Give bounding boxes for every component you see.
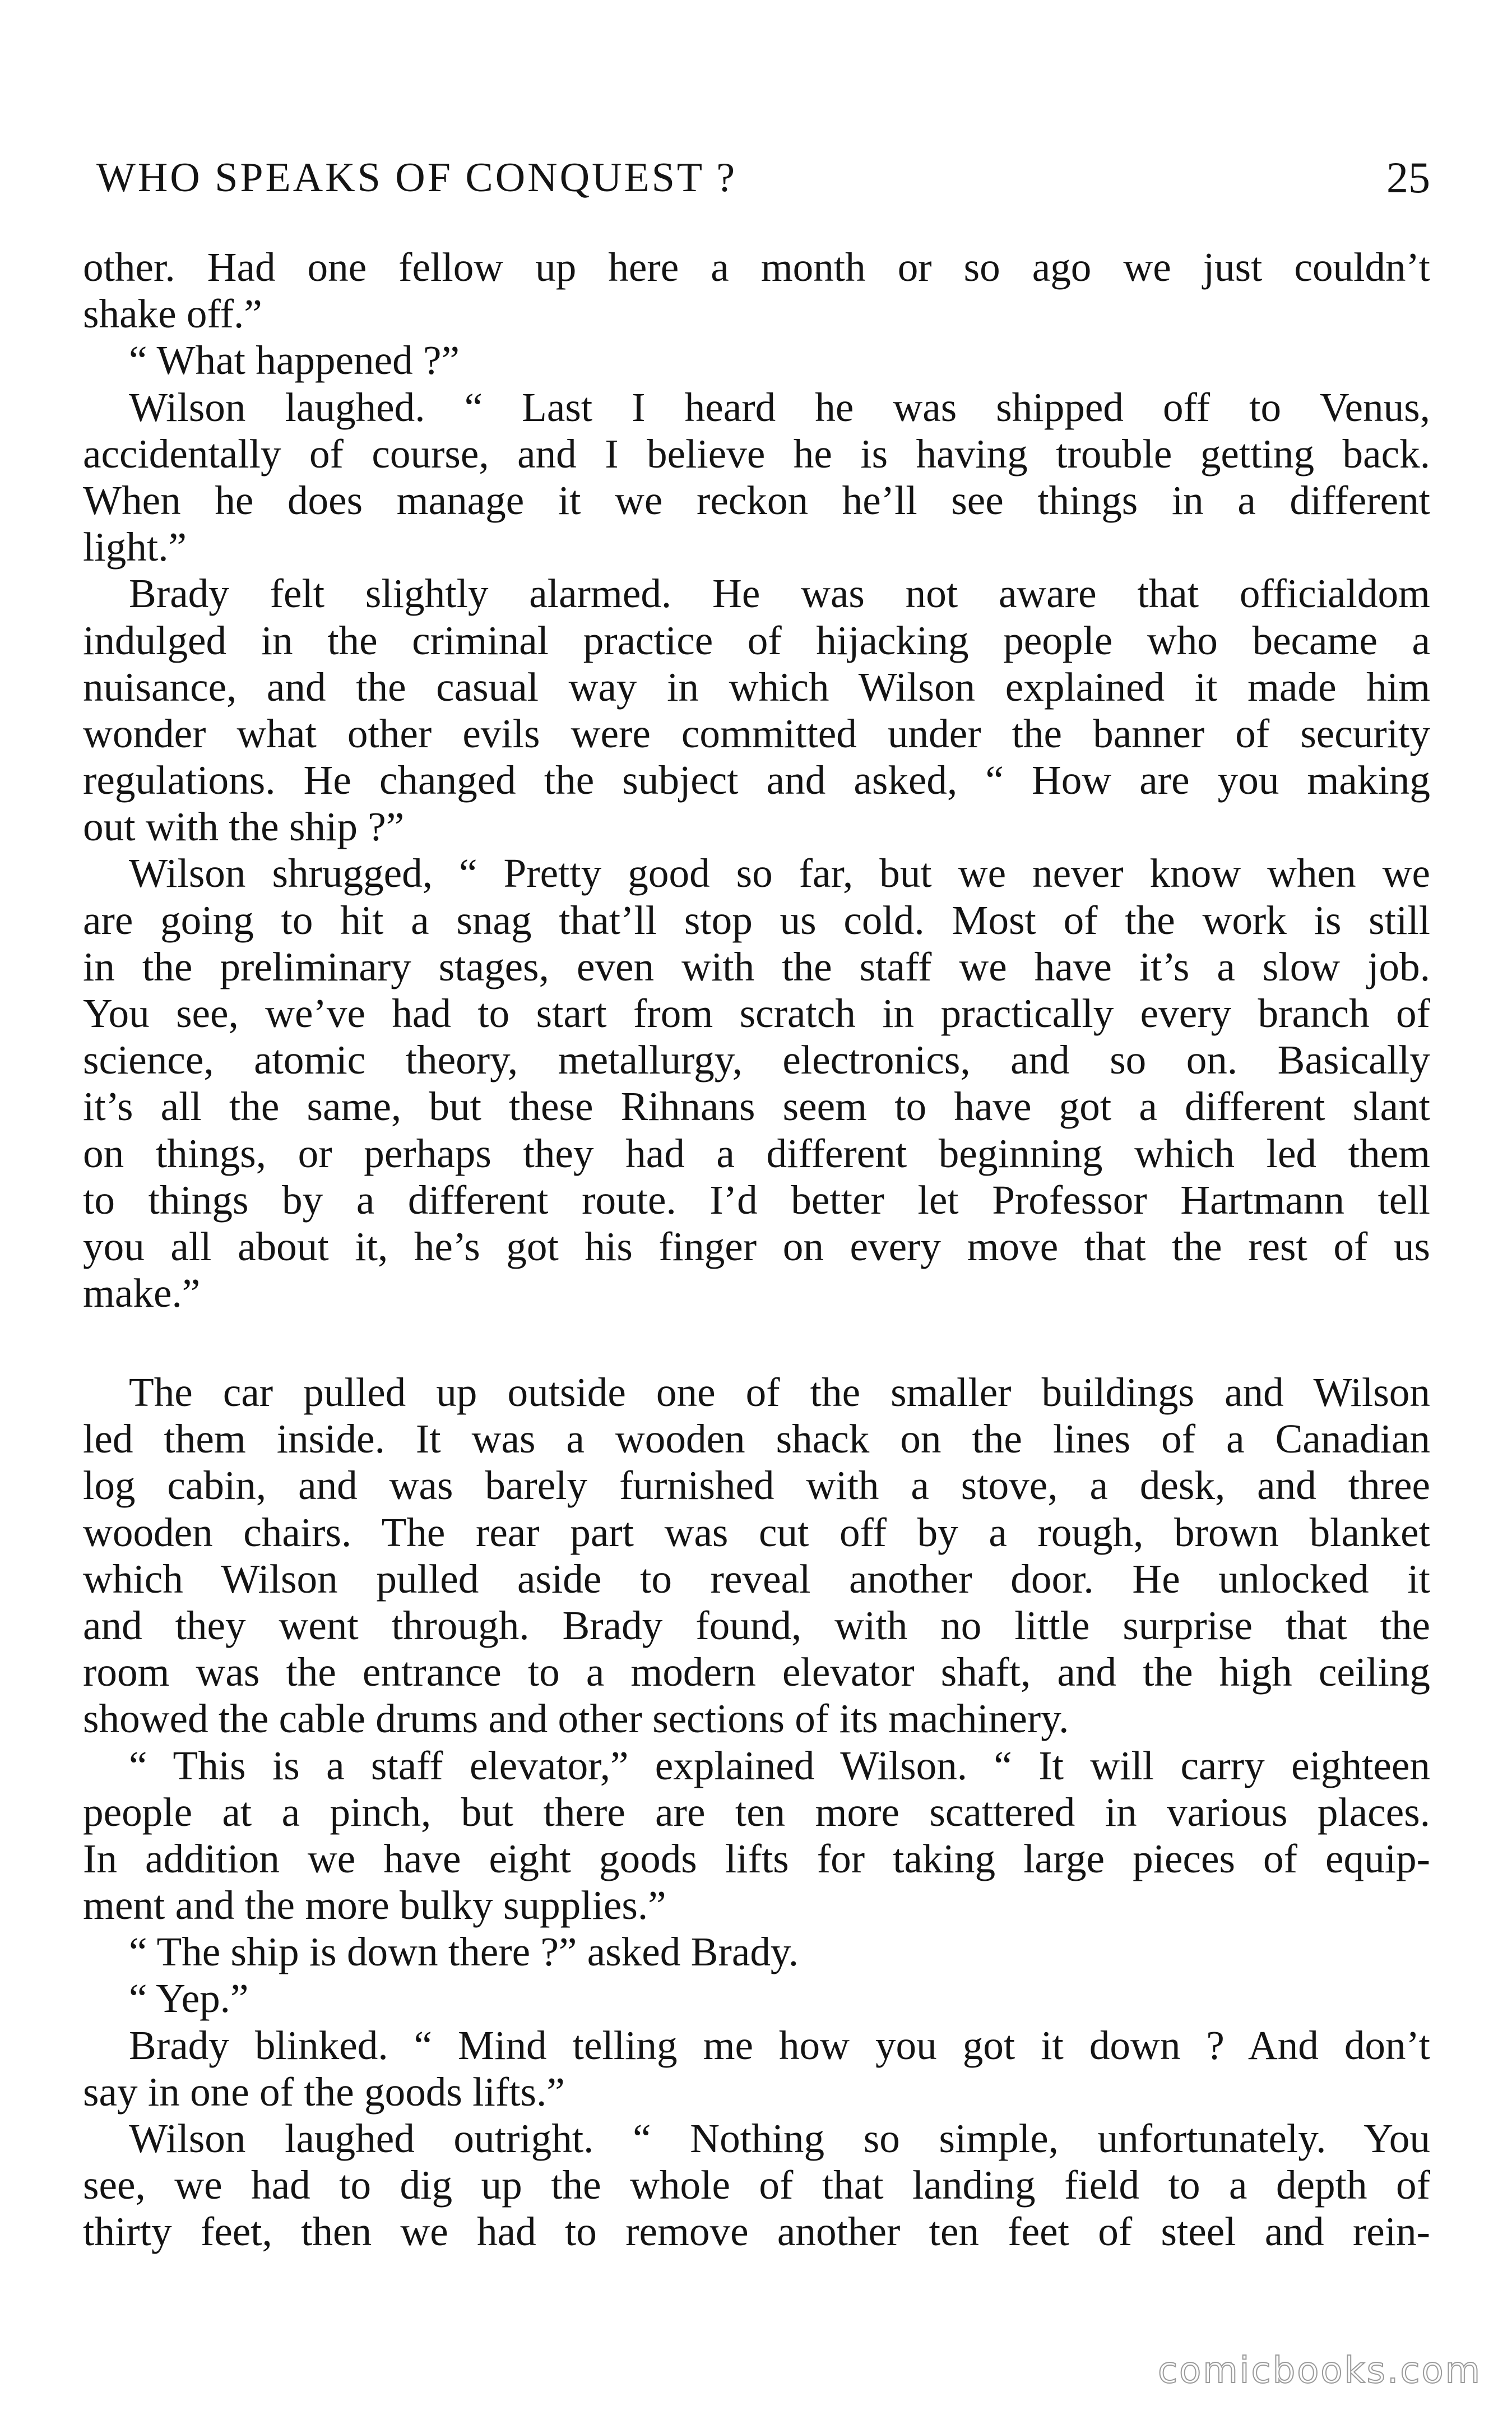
text-line: light.” [83,524,187,570]
text-line: Brady blinked. “ Mind telling me how you got it down ? And don’t [129,2022,1430,2068]
text-line: other. Had one fellow up here a month or so ago we just couldn’t [83,244,1430,290]
text-block-dialogue [83,244,1430,1316]
text-line: wooden chairs. The rear part was cut off by a rough, brown blanket [83,1509,1430,1555]
text-line: to things by a different route. I’d better let Professor Hartmann tell [83,1177,1430,1223]
text-line: say in one of the goods lifts.” [83,2069,565,2115]
text-line: log cabin, and was barely furnished with a stove, a desk, and three [83,1463,1430,1509]
text-line: room was the entrance to a modern elevator shaft, and the high ceiling [83,1649,1430,1695]
text-line: You see, we’ve had to start from scratch in practically every branch of [83,991,1430,1036]
text-line: shake off.” [83,291,262,337]
page-number: 25 [1386,153,1430,202]
watermark: comicbooks.com [1157,2350,1482,2391]
text-line: and they went through. Brady found, with no little surprise that the [83,1602,1430,1648]
text-line: Wilson laughed outright. “ Nothing so simple, unfortunately. You [129,2116,1430,2161]
text-line: thirty feet, then we had to remove another ten feet of steel and rein- [83,2209,1430,2255]
text-line: led them inside. It was a wooden shack on the lines of a Canadian [83,1416,1430,1462]
text-line: are going to hit a snag that’ll stop us cold. Most of the work is still [83,897,1430,943]
text-line: regulations. He changed the subject and asked, “ How are you making [83,757,1430,803]
text-line: accidentally of course, and I believe he is having trouble getting back. [83,431,1430,477]
running-title: WHO SPEAKS OF CONQUEST ? [96,155,738,201]
text-line: When he does manage it we reckon he’ll see things in a different [83,477,1430,523]
text-line: “ The ship is down there ?” asked Brady. [129,1929,799,1975]
text-line: in the preliminary stages, even with the staff we have it’s a slow job. [83,943,1430,989]
text-line: Brady felt slightly alarmed. He was not aware that officialdom [129,571,1430,617]
text-line: which Wilson pulled aside to reveal another door. He unlocked it [83,1556,1430,1602]
text-line: science, atomic theory, metallurgy, electronics, and so on. Basically [83,1037,1430,1083]
text-line: you all about it, he’s got his finger on every move that the rest of us [83,1223,1430,1269]
running-head [96,147,1430,209]
text-line: make.” [83,1270,201,1316]
text-line: it’s all the same, but these Rihnans seem to have got a different slant [83,1084,1430,1130]
text-line: Wilson shrugged, “ Pretty good so far, but we never know when we [129,850,1430,896]
text-line: people at a pinch, but there are ten more scattered in various places. [83,1789,1430,1835]
text-line: wonder what other evils were committed under the banner of security [83,710,1430,756]
text-line: out with the ship ?” [83,804,405,850]
text-line: indulged in the criminal practice of hijacking people who became a [83,617,1430,663]
text-line: ment and the more bulky supplies.” [83,1882,666,1928]
text-line: “ This is a staff elevator,” explained Wilson. “ It will carry eighteen [129,1742,1430,1788]
text-line: see, we had to dig up the whole of that landing field to a depth of [83,2162,1430,2208]
text-line: showed the cable drums and other sections of its machinery. [83,1696,1069,1742]
text-block-elevator [83,1369,1430,2255]
text-line: In addition we have eight goods lifts for taking large pieces of equip- [83,1835,1430,1881]
text-line: “ What happened ?” [129,337,460,383]
text-line: nuisance, and the casual way in which Wilson explained it made him [83,664,1430,710]
text-line: Wilson laughed. “ Last I heard he was shipped off to Venus, [129,384,1430,430]
text-line: “ Yep.” [129,1976,249,2021]
text-line: on things, or perhaps they had a different beginning which led them [83,1130,1430,1176]
text-line: The car pulled up outside one of the smaller buildings and Wilson [129,1370,1430,1415]
